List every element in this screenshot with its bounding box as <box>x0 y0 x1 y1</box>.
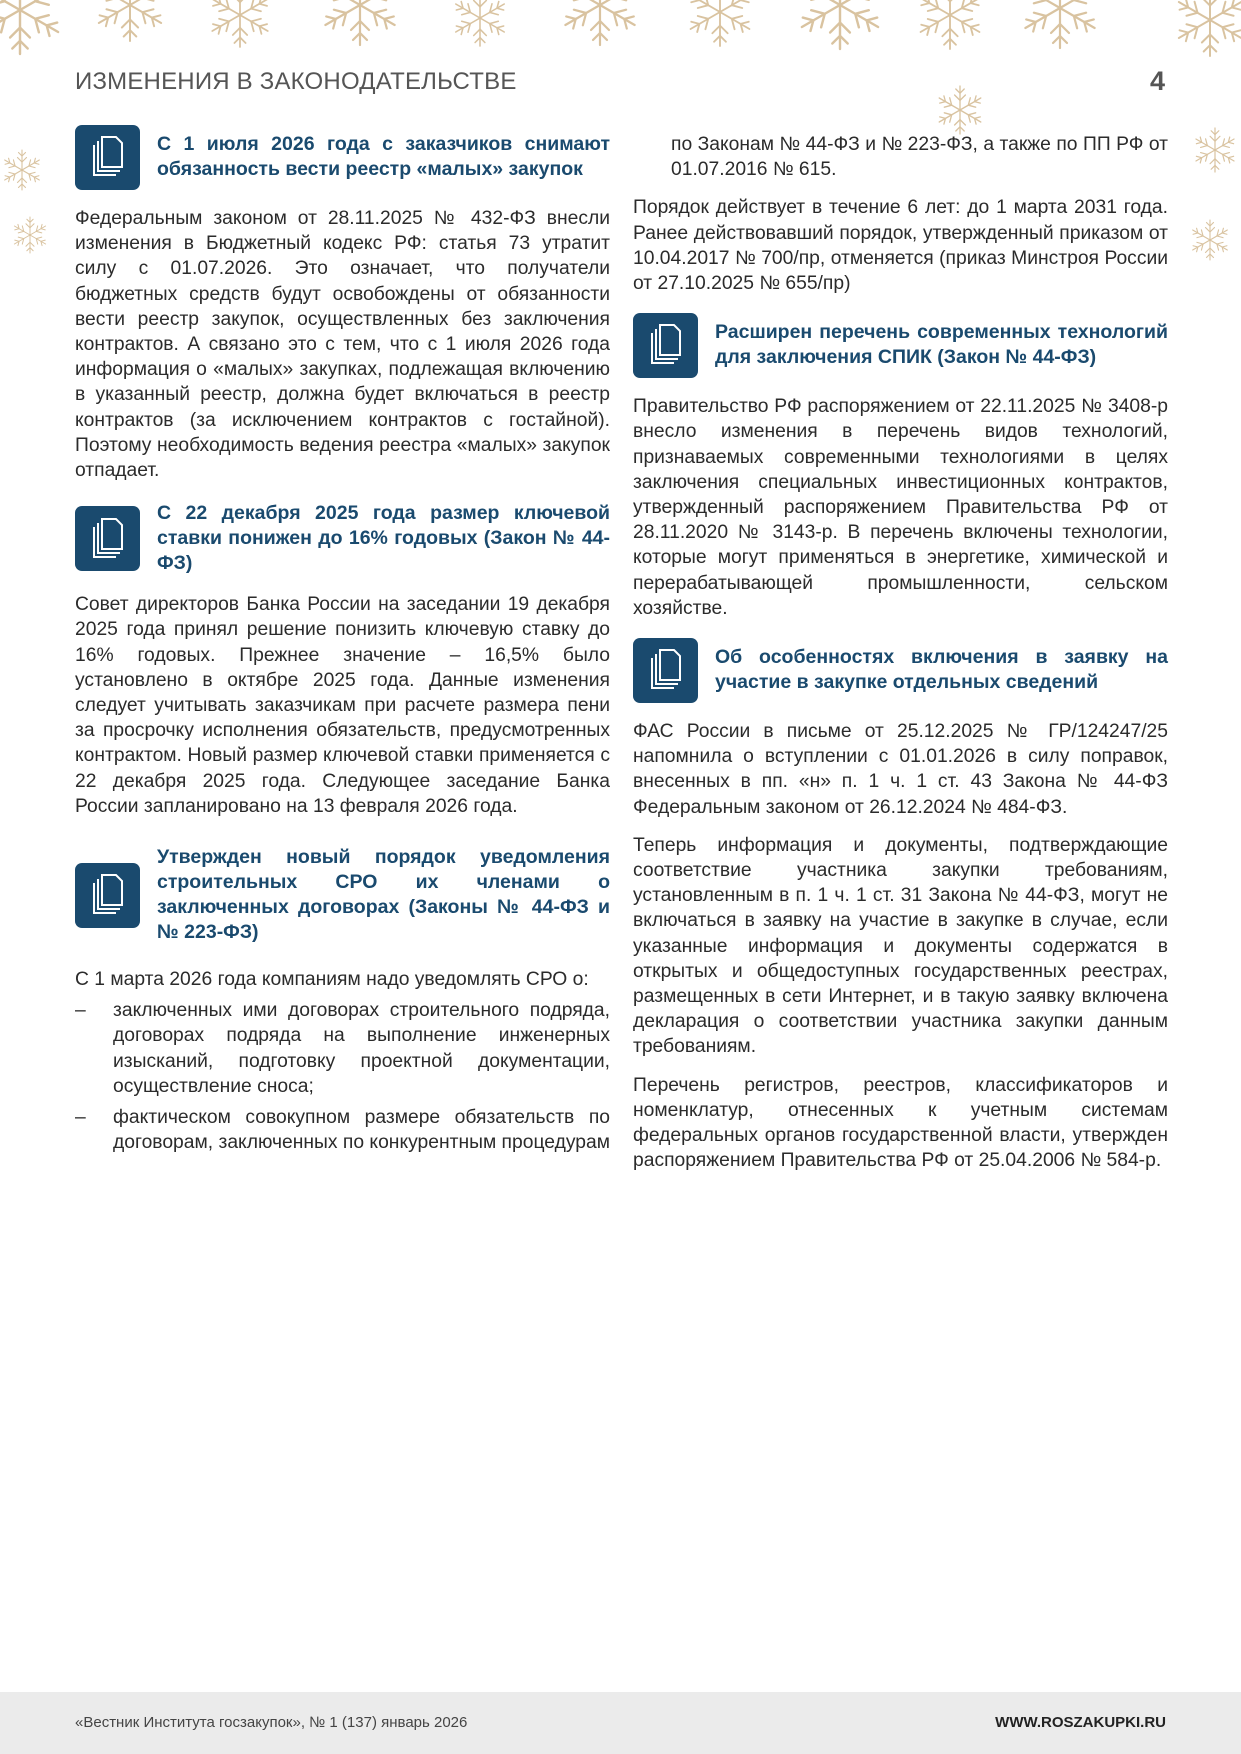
bullet-list <box>75 998 610 1155</box>
article-heading <box>633 312 1168 378</box>
right-column <box>633 132 1168 1187</box>
document-icon <box>75 125 140 190</box>
article-title: С 1 июля 2026 года с заказчиков снимают обязанность вести реестр «малых» закупок <box>157 133 610 180</box>
list-item <box>75 1105 610 1155</box>
article-heading <box>75 501 610 576</box>
page-number: 4 <box>1149 66 1165 96</box>
article-text: С 1 марта 2026 года компаниям надо уведомлять СРО о: <box>75 969 589 991</box>
article-title: Утвержден новый порядок уведомления строительных СРО их членами о заключенных договорах (Законы № 44-ФЗ и № 223-ФЗ) <box>157 846 610 944</box>
article-text: Правительство РФ распоряжением от 22.11.2025 № 3408-р внесло изменения в перечень видов технологий, признаваемых современными технологиями в целях заключения специальных инвестиционных контрактов, утвержденный распоряжением Правительства РФ от 28.11.2020 № 3143-р. В перечень включены технологии, которые могут применяться в энергетике, химической и перерабатывающей промышленности, сельском хозяйстве. <box>633 396 1168 619</box>
article-title: Расширен перечень современных технологий для заключения СПИК (Закон № 44-ФЗ) <box>715 321 1168 369</box>
article-text: ФАС России в письме от 25.12.2025 № ГР/124247/25 напомнила о вступлении с 01.01.2026 в силу поправок, внесенных в пп. «н» п. 1 ч. 1 ст. 43 Закона № 44-ФЗ Федеральным законом от 26.12.2024 № 484-ФЗ. <box>633 721 1168 818</box>
document-icon <box>633 313 698 378</box>
article-text: Порядок действует в течение 6 лет: до 1 марта 2031 года. Ранее действовавший порядок, утвержденный приказом от 10.04.2017 № 700/пр, отменяется (приказ Минстроя России от 27.10.2025 № 655/пр) <box>633 197 1168 295</box>
article-heading <box>75 124 610 190</box>
list-item-text: заключенных ими договорах строительного подряда, договорах подряда на выполнение инженерных изысканий, подготовку проектной документации, осуществление сноса; <box>113 1000 610 1097</box>
document-icon <box>633 638 698 703</box>
publication-info: «Вестник Института госзакупок», № 1 (137) январь 2026 <box>75 1714 468 1731</box>
article-text: Теперь информация и документы, подтверждающие соответствие участника закупки требованиям, установленным в п. 1 ч. 1 ст. 31 Закона № 44-ФЗ, могут не включаться в заявку на участие в закупке в случае, если указанные информация и документы содержатся в открытых и общедоступных государственных реестрах, размещенных в сети Интернет, и в такую заявку включена декларация о соответствии участника закупки данным требованиям. <box>633 834 1168 1058</box>
article-title: С 22 декабря 2025 года размер ключевой ставки понижен до 16% годовых (Закон № 44-ФЗ) <box>157 502 610 575</box>
article-text: Перечень регистров, реестров, классификаторов и номенклатур, отнесенных к учетным системам федеральных органов государственной власти, утвержден распоряжением Правительства РФ от 25.04.2006 № 584-р. <box>633 1074 1168 1172</box>
article-text: Совет директоров Банка России на заседании 19 декабря 2025 года принял решение понизить ключевую ставку до 16% годовых. Прежнее значение – 16,5% было установлено в октябре 2025 года. Данные изменения следует учитывать заказчикам при расчете размера пени за просрочку исполнения обязательств, предусмотренных контрактом. Новый размер ключевой ставки применяется с 22 декабря 2025 года. Следующее заседание Банка России запланировано на 13 февраля 2026 года. <box>75 594 610 817</box>
page-footer <box>0 1692 1241 1754</box>
article-text: Федеральным законом от 28.11.2025 № 432-ФЗ внесли изменения в Бюджетный кодекс РФ: статья 73 утратит силу с 01.07.2026. Это означает, что получатели бюджетных средств будут освобождены от обязанности вести реестр закупок, осуществленных без заключения контрактов. А связано это с тем, что с 1 июля 2026 года информация о «малых» закупках, подлежащая включению в указанный реестр, должна будет включаться в реестр контрактов (за исключением контрактов с гостайной). Поэтому необходимость ведения реестра «малых» закупок отпадает. <box>75 208 610 482</box>
dash-bullet: – <box>75 1107 86 1129</box>
section-title: ИЗМЕНЕНИЯ В ЗАКОНОДАТЕЛЬСТВЕ <box>75 68 517 95</box>
left-column <box>75 124 610 1168</box>
list-item <box>75 998 610 1099</box>
list-item-text: фактическом совокупном размере обязательств по договорам, заключенных по конкурентным процедурам <box>113 1107 610 1154</box>
article-title: Об особенностях включения в заявку на участие в закупке отдельных сведений <box>715 646 1168 694</box>
document-icon <box>75 863 140 928</box>
list-continuation: по Законам № 44-ФЗ и № 223-ФЗ, а также по ПП РФ от 01.07.2016 № 615. <box>671 134 1168 181</box>
dash-bullet: – <box>75 1000 86 1022</box>
article-heading <box>75 845 610 945</box>
article-heading <box>633 637 1168 703</box>
website-link[interactable]: WWW.ROSZAKUPKI.RU <box>995 1714 1166 1731</box>
document-icon <box>75 506 140 571</box>
